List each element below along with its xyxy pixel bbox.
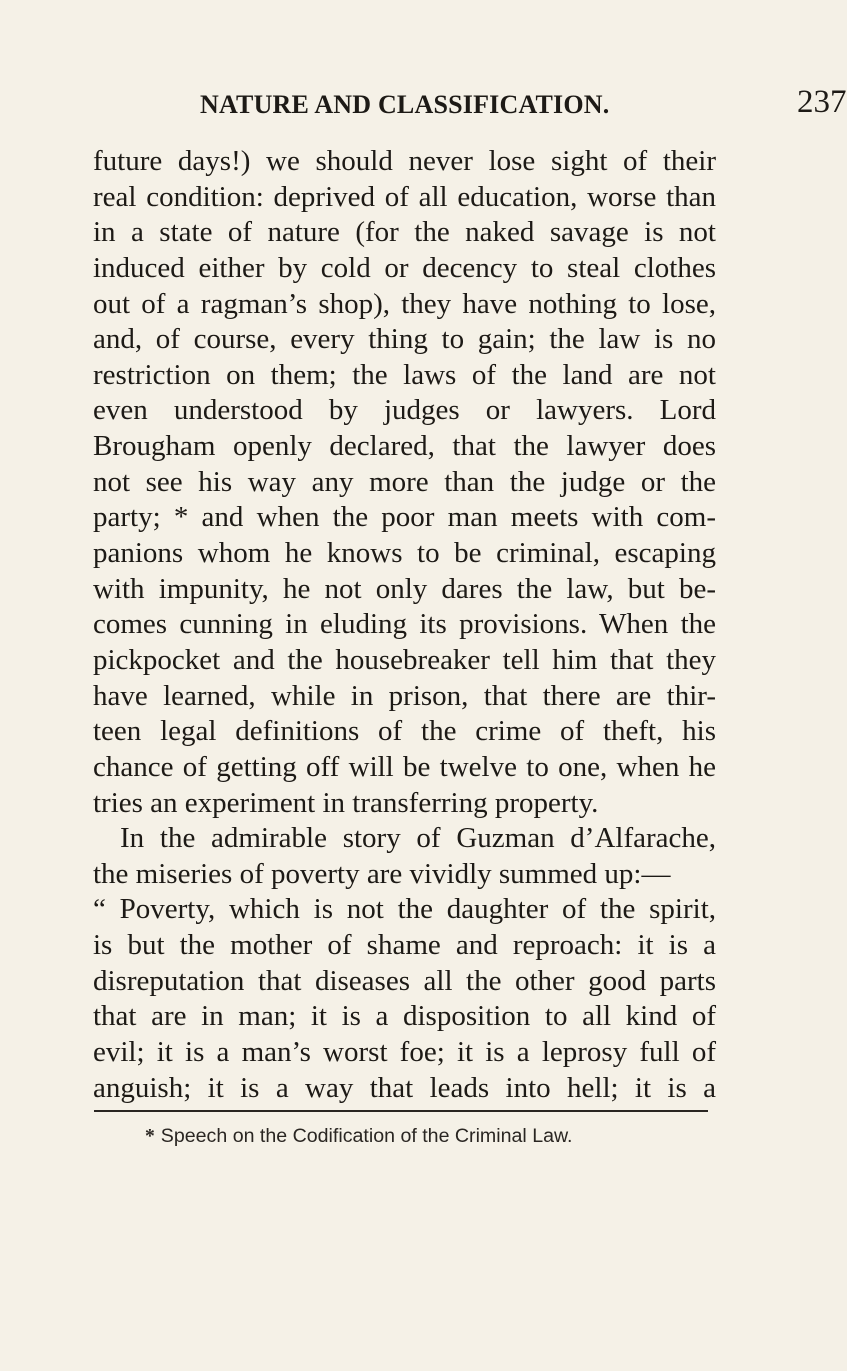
text-line: the miseries of poverty are vividly summed up:— xyxy=(93,857,671,890)
text-line: real condition: deprived of all education, worse than xyxy=(93,180,716,213)
text-line: In the admirable story of Guzman d’Alfarache, xyxy=(120,822,716,855)
footnote-rule xyxy=(94,1110,708,1112)
text-line: out of a ragman’s shop), they have nothing to lose, xyxy=(93,287,716,320)
text-line: disreputation that diseases all the other good parts xyxy=(93,964,716,997)
footnote-mark: * xyxy=(145,1126,155,1147)
text-line: restriction on them; the laws of the land are not xyxy=(93,358,716,391)
text-line: pickpocket and the housebreaker tell him that they xyxy=(93,643,716,676)
text-line: future days!) we should never lose sight of their xyxy=(93,145,716,177)
text-line: teen legal definitions of the crime of theft, his xyxy=(93,715,716,748)
footnote-text: Speech on the Codification of the Criminal Law. xyxy=(160,1125,573,1147)
text-line: is but the mother of shame and reproach: it is a xyxy=(93,929,716,962)
text-line: even understood by judges or lawyers. Lord xyxy=(93,394,716,427)
running-title: NATURE AND CLASSIFICATION. xyxy=(200,90,610,119)
text-line: not see his way any more than the judge or the xyxy=(93,465,716,498)
text-line: Brougham openly declared, that the lawyer does xyxy=(93,430,716,463)
text-line: that are in man; it is a disposition to all kind of xyxy=(93,1000,716,1033)
text-line: have learned, while in prison, that there are thir- xyxy=(93,679,716,712)
body-text xyxy=(93,144,716,1106)
text-line: anguish; it is a way that leads into hell; it is a xyxy=(93,1071,716,1104)
text-line: in a state of nature (for the naked savage is not xyxy=(93,216,716,249)
text-line: panions whom he knows to be criminal, escaping xyxy=(93,537,716,570)
text-line: with impunity, he not only dares the law, but be- xyxy=(93,572,716,605)
text-line: “ Poverty, which is not the daughter of the spirit, xyxy=(93,893,716,926)
text-line: party; * and when the poor man meets with com- xyxy=(93,501,716,534)
text-line: and, of course, every thing to gain; the law is no xyxy=(93,323,716,356)
text-line: chance of getting off will be twelve to one, when he xyxy=(93,750,716,783)
running-head xyxy=(200,84,847,124)
page-number: 237 xyxy=(797,84,847,120)
text-line: tries an experiment in transferring property. xyxy=(93,786,599,819)
text-line: comes cunning in eluding its provisions. When the xyxy=(93,608,716,641)
footnote xyxy=(145,1125,573,1148)
text-line: induced either by cold or decency to steal clothes xyxy=(93,251,716,284)
text-line: evil; it is a man’s worst foe; it is a leprosy full of xyxy=(93,1036,716,1069)
